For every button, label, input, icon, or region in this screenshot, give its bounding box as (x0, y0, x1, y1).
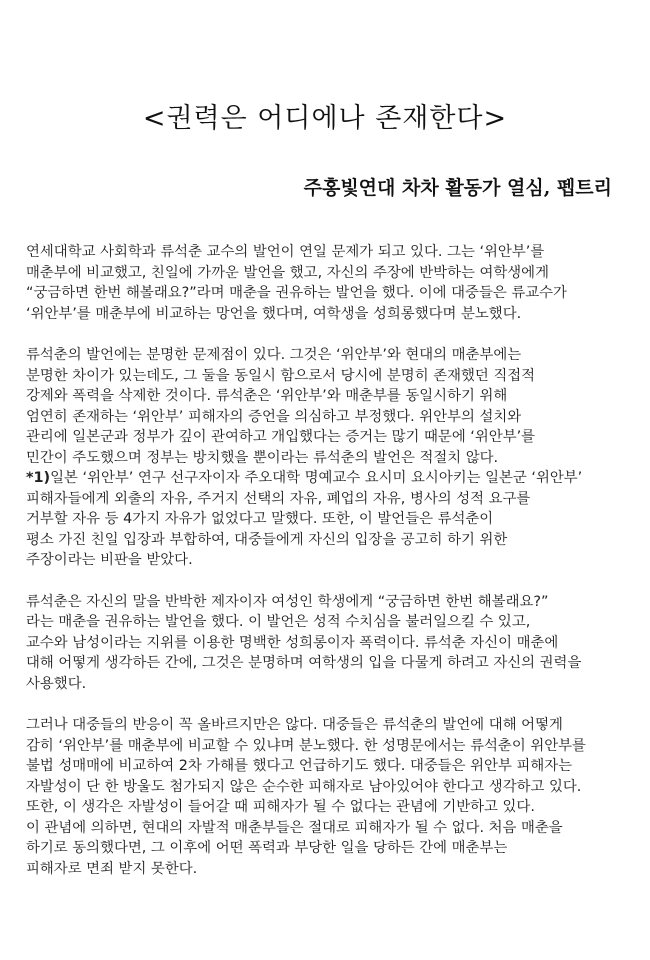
text-line: ‘위안부’를 매춘부에 비교하는 망언을 했다며, 여학생을 성희롱했다며 분노했다. (26, 305, 522, 322)
text-line: 분명한 차이가 있는데도, 그 둘을 동일시 함으로서 당시에 분명히 존재했던 직접적 (26, 367, 536, 384)
document-title: <권력은 어디에나 존재한다> (142, 103, 508, 134)
footnote-line (26, 468, 638, 489)
text-line: 자발성이 단 한 방울도 첨가되지 않은 순수한 피해자로 남아있어야 한다고 생각하고 있다. (26, 778, 582, 795)
text-line: 강제와 폭력을 삭제한 것이다. 류석춘은 ‘위안부’와 매춘부를 동일시하기 위해 (26, 388, 508, 404)
text-line: 관리에 일본군과 정부가 깊이 관여하고 개입했다는 증거는 많기 때문에 ‘위안부’를 (26, 429, 536, 445)
text-line: 엄연히 존재하는 ‘위안부’ 피해자의 증언을 의심하고 부정했다. 위안부의 설치와 (26, 408, 522, 425)
footnote-text: 일본 ‘위안부’ 연구 선구자이자 주오대학 명예교수 요시미 요시아키는 일본군 ‘위안부’ (50, 470, 583, 486)
article-body (26, 242, 638, 900)
document-byline: 주홍빛연대 차차 활동가 열심, 펩트리 (303, 177, 612, 199)
text-line: 사용했다. (26, 675, 87, 692)
text-line: 하기로 동의했다면, 그 이후에 어떤 폭력과 부당한 일을 당하든 간에 매춘부는 (26, 840, 508, 856)
text-line: 평소 가진 친일 입장과 부합하여, 대중들에게 자신의 입장을 공고히 하기 위한 (26, 531, 508, 548)
text-line: 피해자로 면죄 받지 못한다. (26, 860, 198, 877)
text-line: 피해자들에게 외출의 자유, 주거지 선택의 자유, 폐업의 자유, 병사의 성적 요구를 (26, 490, 531, 507)
text-line: 매춘부에 비교했고, 친일에 가까운 발언을 했고, 자신의 주장에 반박하는 여학생에게 (26, 264, 549, 281)
text-line: 대해 어떻게 생각하든 간에, 그것은 분명하며 여학생의 입을 다물게 하려고 자신의 권력을 (26, 655, 582, 671)
text-line: 민간이 주도했으며 정부는 방치했을 뿐이라는 류석춘의 발언은 적절치 않다. (26, 449, 499, 466)
text-line: 류석춘의 발언에는 분명한 문제점이 있다. 그것은 ‘위안부’와 현대의 매춘부에는 (26, 347, 522, 363)
text-line: 감히 ‘위안부’를 매춘부에 비교할 수 있냐며 분노했다. 한 성명문에서는 류석춘이 위안부를 (26, 737, 586, 754)
text-line: 연세대학교 사회학과 류석춘 교수의 발언이 연일 문제가 되고 있다. 그는 ‘위안부’를 (26, 244, 545, 260)
text-line: 교수와 남성이라는 지위를 이용한 명백한 성희롱이자 폭력이다. 류석춘 자신이 매춘에 (26, 634, 559, 651)
text-line: 주장이라는 비판을 받았다. (26, 552, 193, 568)
footnote-marker: *1) (26, 470, 51, 486)
text-line: “궁금하면 한번 해볼래요?”라며 매춘을 권유하는 발언을 했다. 이에 대중들은 류교수가 (26, 285, 567, 301)
text-line: 또한, 이 생각은 자발성이 들어갈 때 피해자가 될 수 없다는 관념에 기반하고 있다. (26, 799, 535, 815)
text-line: 불법 성매매에 비교하여 2차 가해를 했다고 언급하기도 했다. 대중들은 위안부 피해자는 (26, 758, 573, 774)
text-line: 라는 매춘을 권유하는 발언을 했다. 이 발언은 성적 수치심을 불러일으킬 수 있고, (26, 614, 531, 630)
paragraph-2 (26, 345, 638, 571)
paragraph-1 (26, 242, 638, 324)
text-line: 그러나 대중들의 반응이 꼭 올바르지만은 않다. 대중들은 류석춘의 발언에 대해 어떻게 (26, 717, 563, 733)
paragraph-3 (26, 592, 638, 695)
text-line: 거부할 자유 등 4가지 자유가 없었다고 말했다. 또한, 이 발언들은 류석춘이 (26, 511, 494, 527)
text-line: 류석춘은 자신의 말을 반박한 제자이자 여성인 학생에게 “궁금하면 한번 해볼래요?” (26, 593, 549, 610)
paragraph-4 (26, 715, 638, 879)
text-line: 이 관념에 의하면, 현대의 자발적 매춘부들은 절대로 피해자가 될 수 없다. 처음 매춘을 (26, 819, 563, 836)
